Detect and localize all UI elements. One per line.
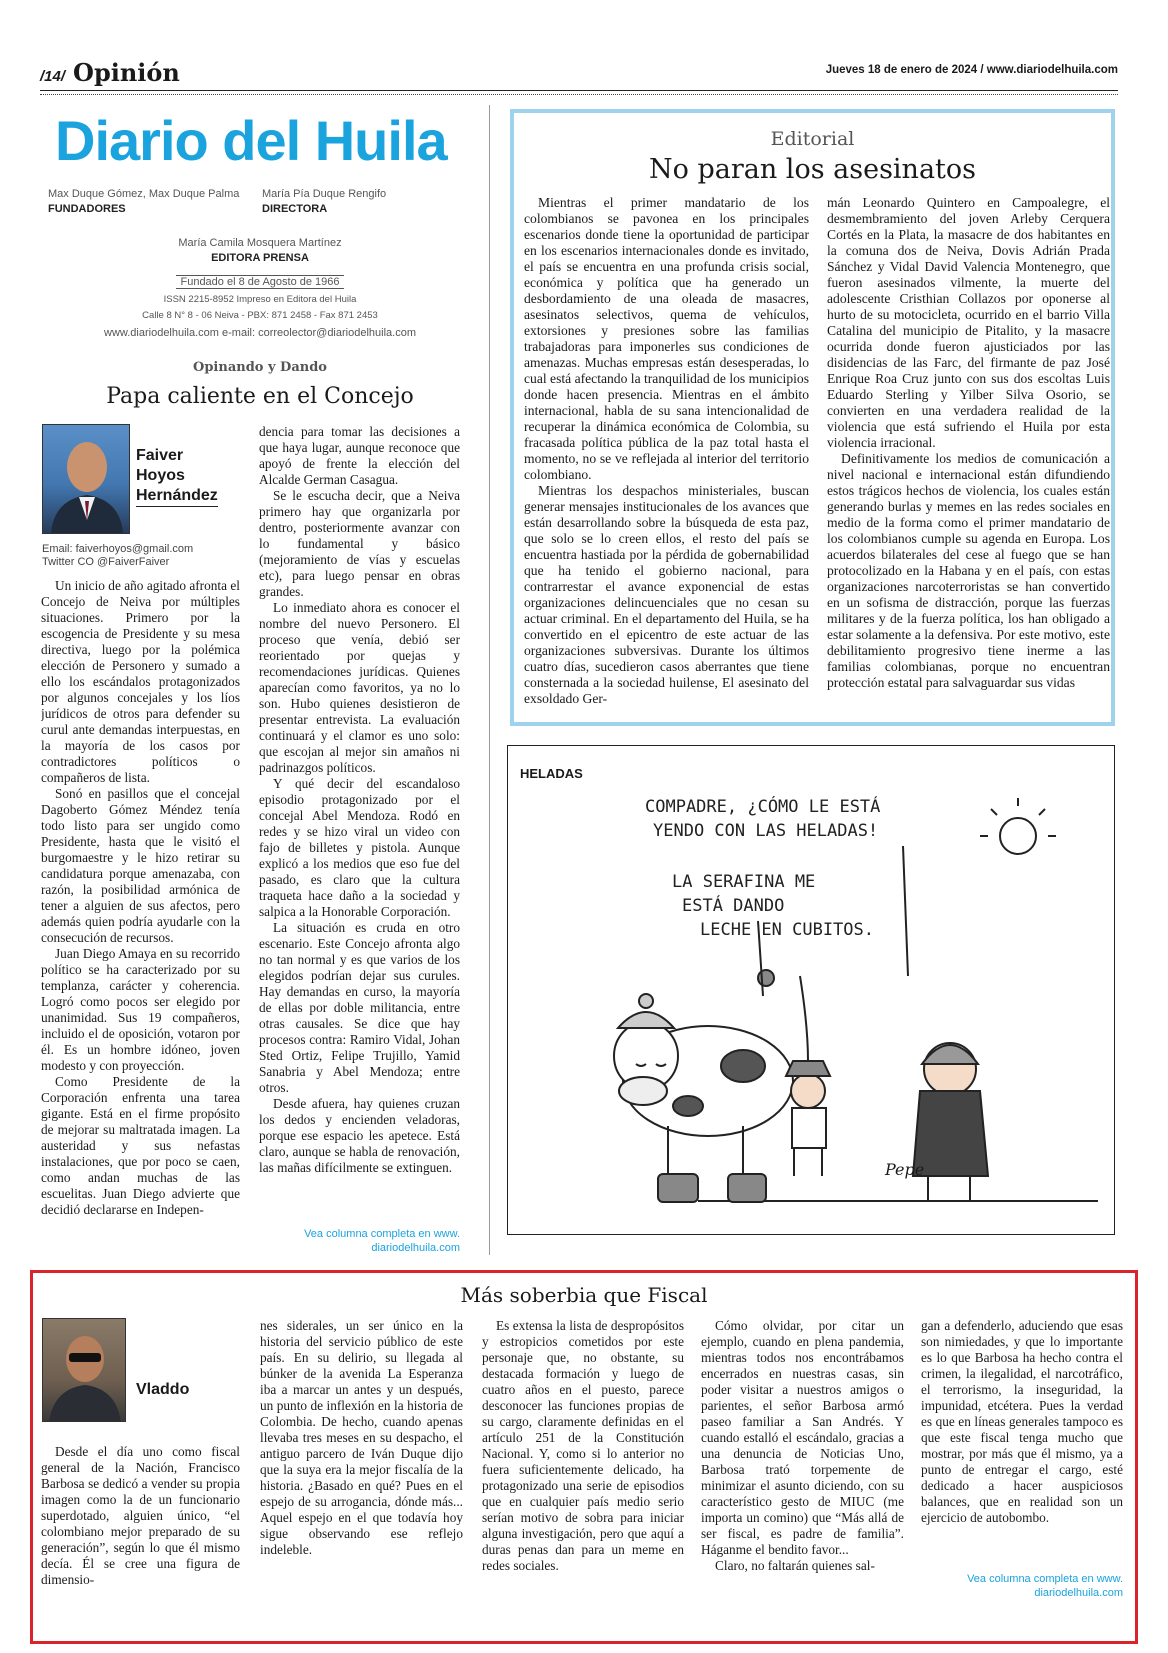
editorial-text-a: Mientras el primer mandatario de los colombianos se pavonea en los principales escenarios donde tiene la oportunidad de participar en los escenarios internacionales donde es invitado, el país se encuentra en una profunda crisis social, económica y política que ha generado un desbordamiento de una oleada de masacres, asesinatos selectivos, quema de vehículos, extorsiones y presiones sobre las familias trabajadoras para imponerles sus condiciones de amenazas. Muchas empresas están desesperadas, lo cual está afectando la tranquilidad de los municipios donde hacen presencia. Mientras en el ámbito internacional, habla de su sana intencionalidad de recuperar la dinámica económica de Colombia, su fracasada política pública de la paz total hasta el momento, no se ve reflejada al interior del territorio colombiano. Mientras los despachos ministeriales, buscan generar mensajes institucionales de los avances que están desarrollando sobre la búsqueda de esta paz, que solo se lo creen ellos, el resto del país se encuentra hastiada por la pérdida de gobernabilidad que ha tenido el gobierno nacional, para contrarrestar el avance exponencial de estas organizaciones delincuenciales que no cesan su actuar criminal. En el departamento del Huila, se ha convertido en el epicentro de este actuar de las organizaciones subversivas. Durante los últimos cuatro días, sucedieron casos aberrantes que tiene consternada a la sociedad huilense, El asesinato del exsoldado Ger- (524, 195, 809, 706)
issn-line: ISSN 2215-8952 Impreso en Editora del Huila (163, 294, 357, 305)
column2-text-a: Desde el día uno como fiscal general de la Nación, Francisco Barbosa se dedicó a vender su propia imagen como la de un funcionario superdotado, alguien único, “el colombiano mejor preparado de su generación”, según lo que él mismo decía. Él se cree una figura de dimensio- (41, 1444, 240, 1587)
author2-photo (42, 1318, 126, 1422)
director-block (262, 187, 462, 217)
header-rule (40, 90, 1118, 91)
page-number: /14/ (40, 68, 66, 85)
header-rule-dotted (40, 94, 1118, 95)
founders-names: Max Duque Gómez, Max Duque Palma (48, 188, 240, 200)
section-title: Opinión (73, 58, 180, 87)
column-divider (489, 105, 490, 1255)
director-name: María Pía Duque Rengifo (262, 188, 387, 200)
read-more-link[interactable]: Vea columna completa en www. diariodelhuila.com (304, 1228, 460, 1254)
editor-label: EDITORA PRENSA (211, 252, 309, 264)
date-and-site: Jueves 18 de enero de 2024 / www.diariodelhuila.com (825, 64, 1118, 76)
web-email-line: www.diariodelhuila.com e-mail: correolector@diariodelhuila.com (104, 327, 416, 339)
column2-text-e: gan a defenderlo, aduciendo que esas son nimiedades, y que lo importante es lo que Barbosa ha hecho contra el crimen, la ilegalidad, el narcotráfico, el terrorismo, la inseguridad, la impunidad, etcétera. Pues la verdad es que en líneas generales tampoco es que este fiscal tenga mucho que mostrar, por más que él mismo, ya a punto de entregar el cargo, esté dedicado a hacer auspiciosos balances, que en realidad son un ejercicio de autobombo. (921, 1318, 1123, 1525)
author-email: Email: faiverhoyos@gmail.com (42, 543, 194, 555)
editor-block (40, 236, 480, 266)
column2-text-d: Cómo olvidar, por citar un ejemplo, cuando en plena pandemia, mientras todos nos encontrábamos encerrados en nuestras casas, sin poder visitar a nuestros amigos o parientes, el señor Barbosa armó paseo familiar a San Andrés. Y cuando estalló el escándalo, gracias a una denuncia de Noticias Uno, Barbosa trató torpemente de minimizar el asunto diciendo, con su característico gesto de MIUC (me importa un comino) que “Más allá de ser fiscal, es padre de familia”. Háganme el bendito favor... Claro, no faltarán quienes sal- (701, 1318, 904, 1573)
author-photo (42, 424, 130, 534)
editor-name: María Camila Mosquera Martínez (178, 237, 342, 249)
address-line: Calle 8 N° 8 - 06 Neiva - PBX: 871 2458 - Fax 871 2453 (142, 310, 378, 321)
author-name: Faiver Hoyos Hernández (136, 446, 256, 507)
cartoon-signature: Pepe (885, 1160, 925, 1179)
founders-label: FUNDADORES (48, 203, 126, 215)
founded-date: Fundado el 8 de Agosto de 1966 (40, 275, 480, 290)
column-title: Papa caliente en el Concejo (106, 384, 414, 409)
newspaper-logo: Diario del Huila (55, 109, 447, 172)
cartoon-bubble-2: LA SERAFINA ME ESTÁ DANDO LECHE EN CUBITOS. (672, 872, 874, 940)
author2-name: Vladdo (136, 1381, 190, 1398)
editorial-title: No paran los asesinatos (648, 154, 977, 185)
editorial-text-b: mán Leonardo Quintero en Campoalegre, el desmembramiento del joven Arleby Cerquera Cortés en la Plata, la masacre de dos habitantes en la comuna dos de Neiva, Dovis Adrián Prada Sánchez y Vidal David Valencia Montenegro, que fueron asesinados vilmente, la muerte del adolescente Cristhian Collazos por oponerse al hurto de su motocicleta, ocurrido en el barrio Villa Catalina del municipio de Pitalito, y la masacre ocurrida donde fueron ajusticiados por las disidencias de las Farc, del firmante de paz José Enrique Roa Cruz junto con sus dos escoltas Luis Eduardo Sterling y Yilber Silva Osorio, se convierten en una verdadera realidad de la violencia que está sufriendo el Huila por esta violencia irracional. Definitivamente los medios de comunicación a nivel nacional e internacional están difundiendo estos trágicos hechos de violencia, los cuales están generando burlas y memes en las redes sociales en medio de la forma como el primer mandatario de los colombianos cumple su agenda en Europa. Los acuerdos bilaterales del cese al fuego que se han protocolizado en la Habana y en el país, con estas organizaciones narcoterroristas se han convertido en un sofisma de distracción, porque las fuerzas militares y de la fuerza política, los han obligado a estar solamente a la defensiva. Por este motivo, este debilitamiento progresivo tiene inerme a las familias colombianas, porque no encuentran protección estatal para salvaguardar sus vidas (827, 195, 1110, 690)
column2-text-c: Es extensa la lista de despropósitos y estropicios cometidos por este personaje que, no obstante, su destacada formación y luego de cuatro años en el puesto, parece desconocer las funciones propias de su cargo, claramente definidas en el artículo 251 de la Constitución Nacional. Y, como si lo anterior no fuera suficientemente delicado, ha protagonizado una serie de episodios que en cualquier país medio serio serían motivo de sobra para iniciar alguna investigación, pero que aquí a duras penas dan para un meme en redes sociales. (482, 1318, 684, 1573)
person-silhouette-icon (43, 425, 130, 534)
cartoon-title: HELADAS (520, 766, 583, 781)
column2-text-b: nes siderales, un ser único en la historia del servicio público de este país. En su delirio, su llegada al búnker de la avenida La Esperanza iba a marcar un antes y un después, un punto de inflexión en la historia de Colombia. De hecho, cuando apenas llevaba tres meses en su despacho, el antiguo parcero de Iván Duque dijo que la suya era la mejor fiscalía de la historia. ¿Basado en qué? Pues en el espejo de su arrogancia, dónde más... Aquel espejo en el que todavía hoy sigue observando ese reflejo indeleble. (260, 1318, 463, 1557)
column2-title: Más soberbia que Fiscal (460, 1283, 708, 1307)
page-header-left (40, 58, 180, 87)
column1-text-a: Un inicio de año agitado afronta el Concejo de Neiva por múltiples situaciones. Primero por la escogencia de Presidente y su mesa directiva, luego por la polémica elección de Personero y sumado a ello los escándalos protagonizados por algunos concejales y los líos jurídicos de otros para defender su curul ante demandas interpuestas, en la mayoría de los casos por contradictores políticos o compañeros de lista. Sonó en pasillos que el concejal Dagoberto Gómez Méndez tenía todo listo para ser ungido como Presidente, hasta que le visitó el burgomaestre y le hizo retirar su candidatura porque amenazaba, con razón, la posibilidad armónica de tener a alguien de sus afectos, pero además quien podría ayudarle con la consecución de recursos. Juan Diego Amaya en su recorrido político se ha caracterizado por su templanza, carácter y coherencia. Logró como pocos ser elegido por unanimidad. Sus 19 compañeros, incluido el de oposición, votaron por él. Es un hombre idóneo, joven modesto y con proyección. Como Presidente de la Corporación enfrenta una tarea gigante. Está en el firme propósito de mejorar su maltratada imagen. La austeridad y sus nefastas instalaciones, que por poco se caen, como andan muchas de las escuelitas. Juan Diego advierte que decidió declararse en Indepen- (41, 578, 240, 1217)
author-twitter: Twitter CO @FaiverFaiver (42, 556, 170, 568)
cartoon-bubble-1: COMPADRE, ¿CÓMO LE ESTÁ YENDO CON LAS HELADAS! (645, 797, 881, 841)
editorial-kicker: Editorial (770, 128, 855, 150)
column-kicker: Opinando y Dando (193, 360, 327, 375)
person-silhouette-icon (43, 1319, 126, 1422)
column1-text-b: dencia para tomar las decisiones a que haya lugar, aunque reconoce que apoyó de frente la elección del Alcalde German Casagua. Se le escucha decir, que a Neiva primero hay que organizarla por dentro, posteriormente avanzar con lo fundamental y básico (mejoramiento de vías y escuelas etc), para luego pensar en obras grandes. Lo inmediato ahora es conocer el nombre del nuevo Personero. El proceso que venía, debió ser reorientado por quejas y recomendaciones jurídicas. Quienes aparecían como favoritos, ya no lo son. Hubo quienes desistieron de presentar entrevista. La evaluación continuará y el clamor es uno solo: que escojan al mejor sin amaños ni padrinazgos políticos. Y qué decir del escandaloso episodio protagonizado por el concejal Abel Mendoza. Rodó en redes y se hizo viral un video con fajo de billetes y pistola. Aunque explicó a los medios que eso fue del pasado, es claro que la cultura traqueta hace daño a la sociedad y salpica a la Honorable Corporación. La situación es cruda en otro escenario. Este Concejo afronta algo no tan normal y es que varios de los elegidos podrían dejar sus curules. Hay demandas en curso, la mayoría de ellas por doble militancia, entre otras causales. Se dice que hay procesos contra: Ramiro Vidal, Johan Sted Ortiz, Felipe Trujillo, Yamid Sanabria y Abel Mendoza; entre otros. Desde afuera, hay quienes cruzan los dedos y encienden veladoras, porque ese espacio les apetece. Está claro, aunque se habla de renovación, las mañas difícilmente se extinguen. (259, 424, 460, 1175)
founders-block (48, 187, 248, 217)
read-more-link-2[interactable]: Vea columna completa en www. diariodelhuila.com (967, 1573, 1123, 1599)
author-contact (42, 543, 252, 569)
director-label: DIRECTORA (262, 203, 328, 215)
